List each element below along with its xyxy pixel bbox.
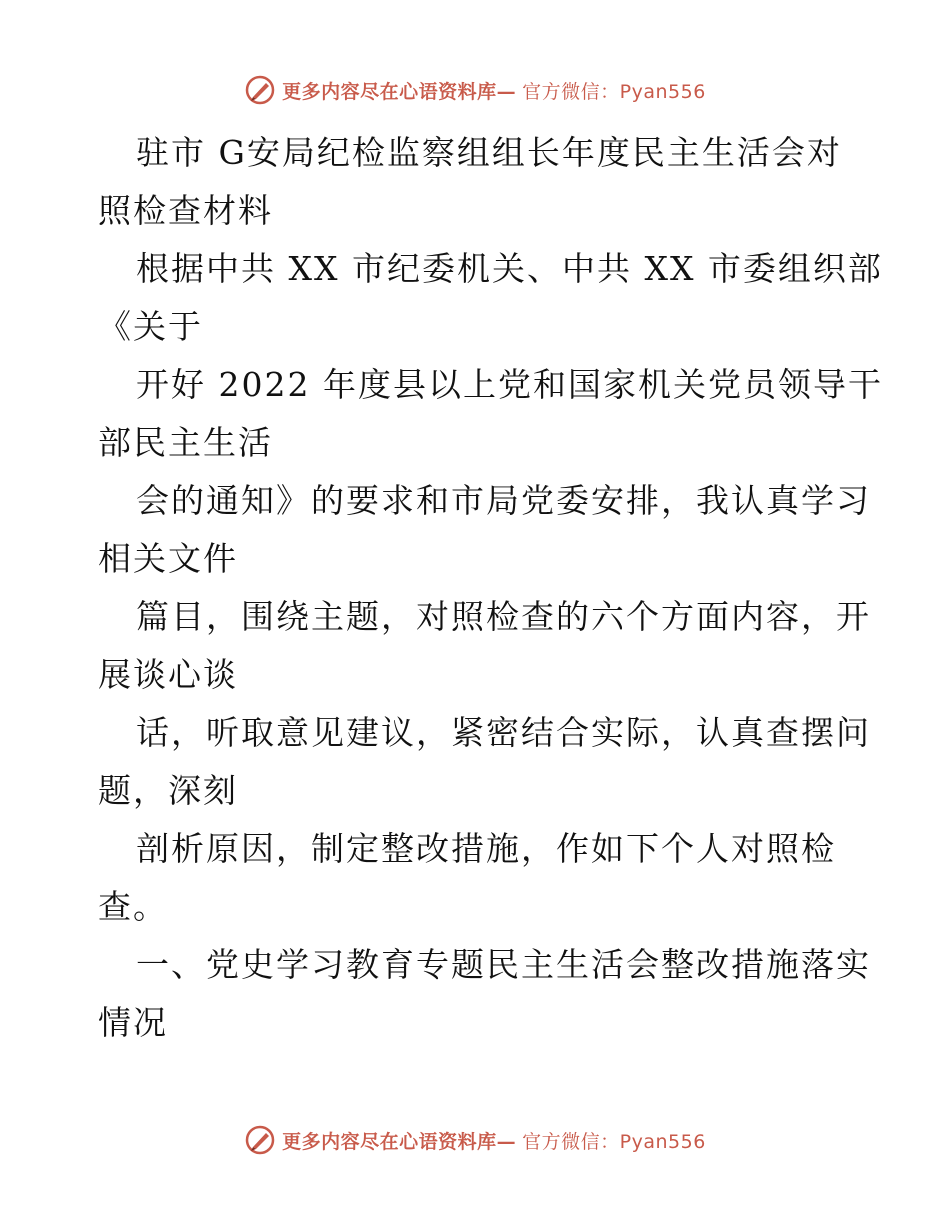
footer-banner-wechat: 官方微信：Pyan556 bbox=[522, 1130, 706, 1153]
header-banner bbox=[0, 70, 950, 110]
paragraph-line: 话，听取意见建议，紧密结合实际，认真查摆问 bbox=[136, 713, 871, 752]
paragraph-line: 篇目，围绕主题，对照检查的六个方面内容，开 bbox=[136, 597, 871, 636]
paragraph-line: 开好 2022 年度县以上党和国家机关党员领导干 bbox=[136, 365, 883, 404]
footer-banner-text: 更多内容尽在心语资料库— bbox=[282, 1130, 517, 1153]
section-heading: 一、党史学习教育专题民主生活会整改措施落实 bbox=[136, 945, 871, 984]
pen-logo-icon bbox=[244, 1124, 276, 1156]
paragraph-line: 根据中共 XX 市纪委机关、中共 XX 市委组织部 bbox=[136, 249, 883, 288]
header-banner-text: 更多内容尽在心语资料库— bbox=[282, 80, 517, 103]
paragraph-line: 部民主生活 bbox=[98, 423, 273, 462]
paragraph-line: 剖析原因，制定整改措施，作如下个人对照检 bbox=[136, 829, 836, 868]
paragraph-line: 《关于 bbox=[98, 307, 203, 346]
paragraph-line: 相关文件 bbox=[98, 539, 238, 578]
header-banner-wechat: 官方微信：Pyan556 bbox=[522, 80, 706, 103]
paragraph-line: 题，深刻 bbox=[98, 771, 238, 810]
pen-logo-icon bbox=[244, 74, 276, 106]
paragraph-line: 展谈心谈 bbox=[98, 655, 238, 694]
document-body bbox=[98, 124, 883, 1052]
footer-banner bbox=[0, 1120, 950, 1160]
title-line-1: 驻市 G安局纪检监察组组长年度民主生活会对 bbox=[136, 133, 842, 172]
title-line-2: 照检查材料 bbox=[98, 191, 273, 230]
paragraph-line: 会的通知》的要求和市局党委安排，我认真学习 bbox=[136, 481, 871, 520]
section-heading-continued: 情况 bbox=[98, 1003, 168, 1042]
paragraph-line: 查。 bbox=[98, 887, 168, 926]
